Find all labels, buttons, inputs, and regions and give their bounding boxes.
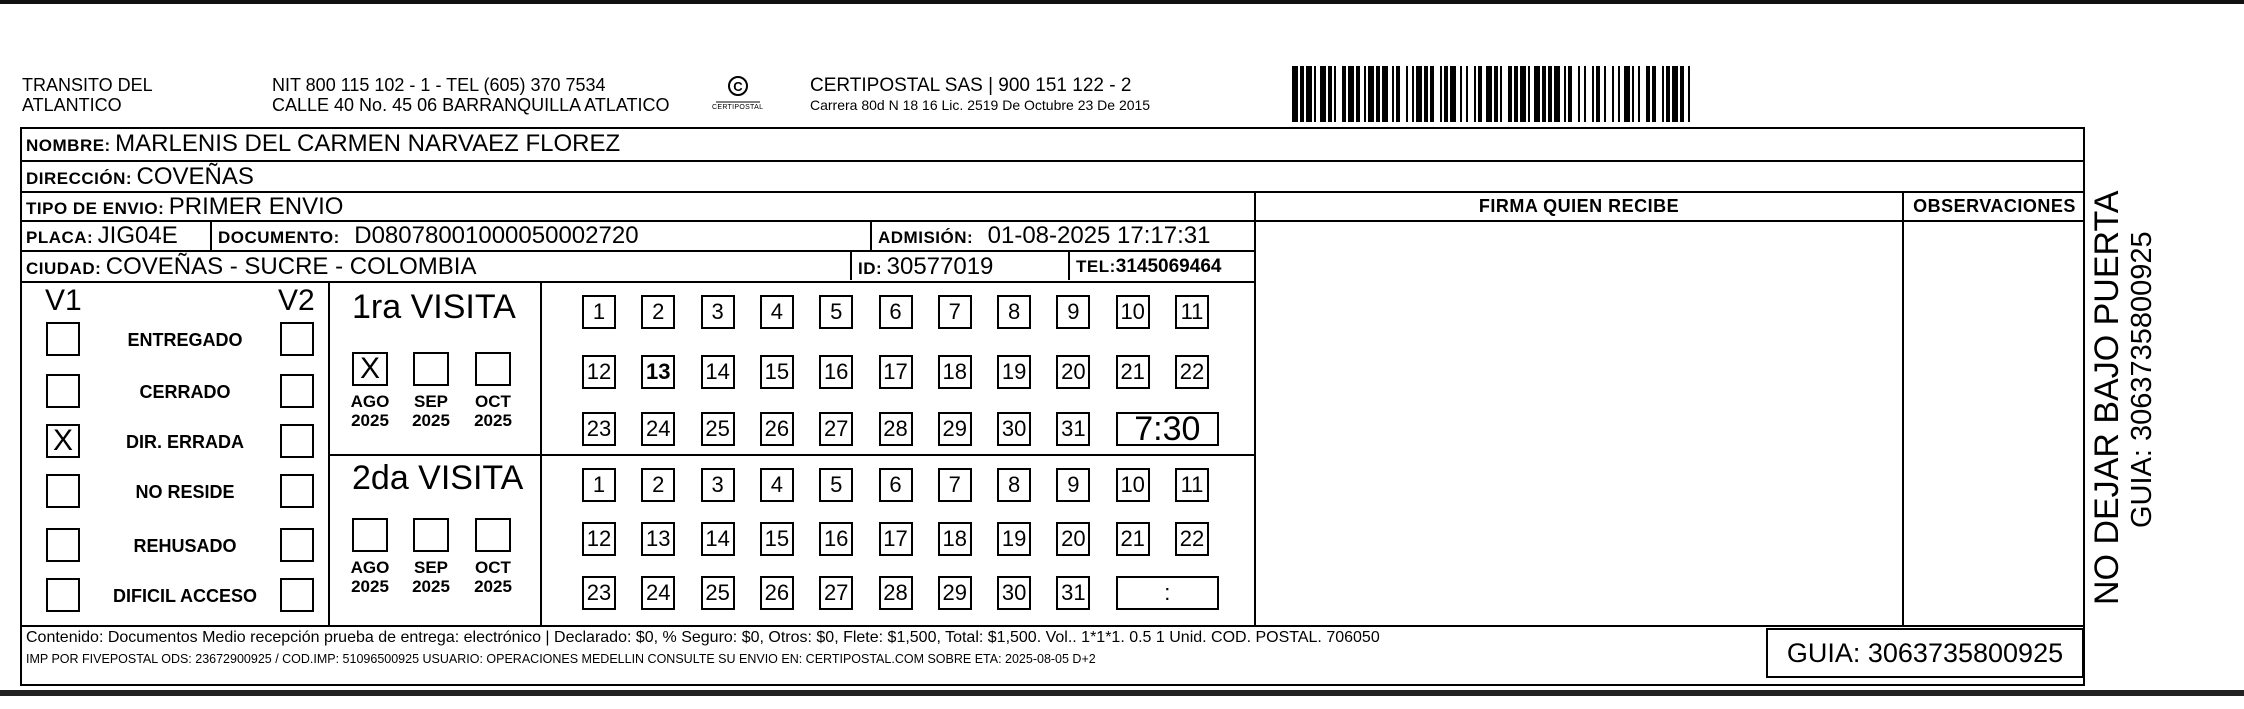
- barcode-bar: [1672, 66, 1678, 122]
- courier-sub: Carrera 80d N 18 16 Lic. 2519 De Octubre 23 De 2015: [810, 97, 1151, 113]
- nombre-field: [26, 130, 620, 158]
- day-box[interactable]: 11: [1175, 468, 1209, 502]
- month-year: 2025: [474, 577, 512, 596]
- day-box[interactable]: 7: [938, 295, 972, 329]
- barcode-bar: [1548, 66, 1552, 122]
- day-box[interactable]: 16: [819, 355, 853, 389]
- day-box[interactable]: 12: [582, 355, 616, 389]
- courier-line: CERTIPOSTAL SAS | 900 151 122 - 2: [810, 75, 1132, 96]
- nombre-value: MARLENIS DEL CARMEN NARVAEZ FLOREZ: [115, 130, 621, 157]
- barcode-bar: [1646, 66, 1650, 122]
- month-checkbox[interactable]: [413, 518, 449, 552]
- divider: [870, 220, 872, 250]
- day-box[interactable]: 3: [701, 468, 735, 502]
- barcode-bar: [1474, 66, 1476, 122]
- barcode-bar: [1416, 66, 1422, 122]
- barcode-bar: [1348, 66, 1354, 122]
- barcode-bar: [1430, 66, 1434, 122]
- day-box[interactable]: 18: [938, 355, 972, 389]
- month-label: [403, 558, 459, 596]
- day-box[interactable]: 20: [1056, 522, 1090, 556]
- id-value: 30577019: [886, 253, 994, 280]
- barcode-bar: [1508, 66, 1512, 122]
- visita2-label: 2da VISITA: [352, 459, 524, 497]
- barcode-bar: [1440, 66, 1442, 122]
- divider: [20, 160, 2085, 162]
- barcode-bar: [1618, 66, 1620, 122]
- day-box[interactable]: 26: [760, 412, 794, 446]
- visits-divider: [328, 454, 1256, 456]
- v2-checkbox[interactable]: [280, 528, 314, 562]
- barcode-bar: [1376, 66, 1380, 122]
- barcode-bar: [1662, 66, 1664, 122]
- obs-divider: [1902, 191, 1904, 625]
- month-name: OCT: [475, 558, 511, 577]
- svg-text:C: C: [733, 79, 743, 94]
- logo-text: CERTIPOSTAL: [712, 104, 764, 111]
- v1-checkbox[interactable]: [46, 474, 80, 508]
- courier-info: [810, 75, 1150, 114]
- barcode-bar: [1584, 66, 1586, 122]
- top-border: [0, 0, 2244, 4]
- placa-label: PLACA:: [26, 228, 94, 247]
- month-year: 2025: [412, 411, 450, 430]
- barcode-bar: [1406, 66, 1408, 122]
- day-box[interactable]: 1: [582, 468, 616, 502]
- barcode-bar: [1528, 66, 1530, 122]
- day-box[interactable]: 23: [582, 412, 616, 446]
- day-box[interactable]: 5: [819, 468, 853, 502]
- side-guia-text: GUIA: 3063735800925: [2126, 231, 2158, 528]
- reason-label: CERRADO: [139, 382, 231, 402]
- barcode-bar: [1412, 66, 1414, 122]
- org-line-1: TRANSITO DEL: [22, 75, 153, 95]
- barcode-bar: [1306, 66, 1312, 122]
- divider: [210, 220, 212, 250]
- barcode-bar: [1520, 66, 1526, 122]
- day-box[interactable]: 24: [641, 412, 675, 446]
- month-checkbox[interactable]: X: [352, 352, 388, 386]
- barcode-bar: [1314, 66, 1316, 122]
- time-box[interactable]: 7:30: [1116, 412, 1219, 446]
- barcode-bar: [1460, 66, 1462, 122]
- day-box[interactable]: 8: [997, 468, 1031, 502]
- barcode-bar: [1300, 66, 1304, 122]
- day-box[interactable]: 19: [997, 355, 1031, 389]
- day-box[interactable]: 8: [997, 295, 1031, 329]
- day-box[interactable]: 15: [760, 355, 794, 389]
- month-label: [342, 558, 398, 596]
- barcode-bar: [1554, 66, 1560, 122]
- day-box[interactable]: 5: [819, 295, 853, 329]
- visits-divider: [328, 281, 330, 625]
- contenido-line: Contenido: Documentos Medio recepción prueba de entrega: electrónico | Declarado: $0, % Seguro: $0, Otros: $0, Flete: $1,500, Total: $1,500. Vol.. 1*1*1. 0.5 1 Unid. COD. POSTAL. 706050: [26, 629, 1380, 646]
- v1-label: V1: [45, 284, 82, 317]
- day-box[interactable]: 28: [879, 576, 913, 610]
- ciudad-label: CIUDAD:: [26, 259, 102, 278]
- v2-checkbox[interactable]: [280, 322, 314, 356]
- org-name: [22, 75, 153, 115]
- day-box[interactable]: 22: [1175, 522, 1209, 556]
- reason-label: DIFICIL ACCESO: [112, 586, 257, 606]
- divider: [20, 625, 2085, 627]
- documento-field: [218, 222, 639, 250]
- month-label: [465, 392, 521, 430]
- barcode-bar: [1500, 66, 1502, 122]
- barcode-bar: [1688, 66, 1690, 122]
- barcode-bar: [1612, 66, 1614, 122]
- barcode-bar: [1514, 66, 1518, 122]
- month-checkbox[interactable]: [475, 518, 511, 552]
- day-box[interactable]: 30: [997, 576, 1031, 610]
- day-box[interactable]: 26: [760, 576, 794, 610]
- reason-label: ENTREGADO: [127, 330, 243, 350]
- barcode-bar: [1392, 66, 1394, 122]
- barcode-bar: [1534, 66, 1540, 122]
- reason-label: NO RESIDE: [135, 482, 235, 502]
- month-label: [342, 392, 398, 430]
- barcode-bar: [1334, 66, 1336, 122]
- tel-label: TEL:: [1076, 257, 1116, 276]
- day-box[interactable]: 2: [641, 295, 675, 329]
- day-box[interactable]: 10: [1116, 295, 1150, 329]
- month-label: [403, 392, 459, 430]
- day-box[interactable]: 25: [701, 412, 735, 446]
- id-field: [858, 253, 993, 281]
- observaciones-header: OBSERVACIONES: [1913, 196, 2076, 216]
- month-checkbox[interactable]: [475, 352, 511, 386]
- documento-value: D08078001000050002720: [354, 222, 639, 249]
- v2-checkbox[interactable]: [280, 424, 314, 458]
- barcode-bar: [1624, 66, 1630, 122]
- barcode-bar: [1396, 66, 1400, 122]
- v1-checkbox[interactable]: X: [46, 424, 80, 458]
- day-box[interactable]: 21: [1116, 522, 1150, 556]
- month-name: AGO: [350, 558, 390, 577]
- barcode-bar: [1466, 66, 1468, 122]
- admision-label: ADMISIÓN:: [878, 228, 974, 247]
- day-box[interactable]: 31: [1056, 576, 1090, 610]
- barcode-bar: [1382, 66, 1388, 122]
- barcode-bar: [1578, 66, 1580, 122]
- barcode-svg: [1292, 66, 1932, 122]
- barcode-bar: [1444, 66, 1448, 122]
- barcode-bar: [1478, 66, 1482, 122]
- barcode: [1292, 66, 1932, 122]
- direccion-value: COVEÑAS: [136, 163, 254, 190]
- barcode-bar: [1368, 66, 1374, 122]
- barcode-bar: [1592, 66, 1594, 122]
- v1-checkbox[interactable]: [46, 374, 80, 408]
- day-box[interactable]: 7: [938, 468, 972, 502]
- day-box[interactable]: 16: [819, 522, 853, 556]
- month-name: SEP: [413, 558, 449, 577]
- v2-label: V2: [278, 284, 315, 317]
- tel-field: [1076, 256, 1221, 278]
- day-box[interactable]: 27: [819, 412, 853, 446]
- v2-checkbox[interactable]: [280, 374, 314, 408]
- month-checkbox[interactable]: [352, 518, 388, 552]
- v1-checkbox[interactable]: [46, 322, 80, 356]
- tipo-value: PRIMER ENVIO: [168, 193, 344, 220]
- barcode-bar: [1596, 66, 1600, 122]
- id-label: ID:: [858, 259, 883, 278]
- day-box[interactable]: 31: [1056, 412, 1090, 446]
- bottom-border: [0, 690, 2244, 696]
- day-box[interactable]: 12: [582, 522, 616, 556]
- day-box[interactable]: 19: [997, 522, 1031, 556]
- nombre-label: NOMBRE:: [26, 136, 111, 155]
- reason-label: DIR. ERRADA: [125, 432, 244, 452]
- day-box[interactable]: 29: [938, 576, 972, 610]
- day-box[interactable]: 14: [701, 355, 735, 389]
- day-box[interactable]: 14: [701, 522, 735, 556]
- day-box[interactable]: 15: [760, 522, 794, 556]
- v2-checkbox[interactable]: [280, 474, 314, 508]
- day-box[interactable]: 30: [997, 412, 1031, 446]
- no-dejar-text: NO DEJAR BAJO PUERTA: [2088, 190, 2126, 605]
- barcode-bar: [1486, 66, 1492, 122]
- admision-value: 01-08-2025 17:17:31: [987, 222, 1211, 249]
- barcode-bar: [1652, 66, 1656, 122]
- admision-field: [878, 222, 1210, 250]
- day-box[interactable]: 21: [1116, 355, 1150, 389]
- month-year: 2025: [412, 577, 450, 596]
- day-box[interactable]: 13: [641, 522, 675, 556]
- month-name: OCT: [475, 392, 511, 411]
- month-year: 2025: [474, 411, 512, 430]
- nit-line: NIT 800 115 102 - 1 - TEL (605) 370 7534: [272, 75, 606, 95]
- day-box[interactable]: 29: [938, 412, 972, 446]
- day-box[interactable]: 10: [1116, 468, 1150, 502]
- day-box[interactable]: 27: [819, 576, 853, 610]
- day-box[interactable]: 28: [879, 412, 913, 446]
- day-box[interactable]: 1: [582, 295, 616, 329]
- day-box[interactable]: 3: [701, 295, 735, 329]
- day-box[interactable]: 6: [879, 295, 913, 329]
- visits-divider: [540, 281, 542, 625]
- day-box[interactable]: 6: [879, 468, 913, 502]
- documento-label: DOCUMENTO:: [218, 228, 340, 247]
- day-box[interactable]: 17: [879, 355, 913, 389]
- org-line-2: ATLANTICO: [22, 95, 122, 115]
- imp-line: IMP POR FIVEPOSTAL ODS: 23672900925 / COD.IMP: 51096500925 USUARIO: OPERACIONES MEDELLIN CONSULTE SU ENVIO EN: CERTIPOSTAL.COM SOBRE ETA: 2025-08-05 D+2: [26, 652, 1096, 666]
- day-box[interactable]: 24: [641, 576, 675, 610]
- barcode-bar: [1564, 66, 1566, 122]
- barcode-bar: [1320, 66, 1326, 122]
- barcode-bar: [1356, 66, 1360, 122]
- tipo-label: TIPO DE ENVIO:: [26, 199, 165, 218]
- v1-checkbox[interactable]: [46, 578, 80, 612]
- ciudad-field: [26, 253, 476, 281]
- v1-checkbox[interactable]: [46, 528, 80, 562]
- barcode-bar: [1638, 66, 1640, 122]
- address-line: CALLE 40 No. 45 06 BARRANQUILLA ATLATICO: [272, 95, 670, 115]
- month-year: 2025: [351, 411, 389, 430]
- day-box[interactable]: 9: [1056, 468, 1090, 502]
- day-box[interactable]: 25: [701, 576, 735, 610]
- month-year: 2025: [351, 577, 389, 596]
- month-label: [465, 558, 521, 596]
- divider: [850, 250, 852, 280]
- visita1-label: 1ra VISITA: [352, 288, 516, 326]
- certipostal-logo: [708, 72, 768, 118]
- v2-checkbox[interactable]: [280, 578, 314, 612]
- barcode-bar: [1424, 66, 1428, 122]
- barcode-bar: [1568, 66, 1572, 122]
- tipo-envio-field: [26, 193, 343, 221]
- ciudad-value: COVEÑAS - SUCRE - COLOMBIA: [105, 253, 477, 280]
- day-box[interactable]: 2: [641, 468, 675, 502]
- day-box[interactable]: 11: [1175, 295, 1209, 329]
- divider: [20, 250, 1256, 252]
- org-contact: [272, 75, 670, 115]
- divider: [20, 281, 1256, 283]
- barcode-bar: [1342, 66, 1346, 122]
- barcode-bar: [1292, 66, 1298, 122]
- day-box[interactable]: 4: [760, 295, 794, 329]
- barcode-bar: [1542, 66, 1546, 122]
- day-box[interactable]: 22: [1175, 355, 1209, 389]
- barcode-bar: [1680, 66, 1684, 122]
- placa-field: [26, 222, 178, 250]
- month-checkbox[interactable]: [413, 352, 449, 386]
- barcode-bar: [1364, 66, 1366, 122]
- firma-header: FIRMA QUIEN RECIBE: [1478, 196, 1680, 216]
- day-box[interactable]: 23: [582, 576, 616, 610]
- barcode-bar: [1328, 66, 1332, 122]
- direccion-label: DIRECCIÓN:: [26, 169, 133, 188]
- guia-box: GUIA: 3063735800925: [1766, 628, 2084, 678]
- barcode-bar: [1666, 66, 1670, 122]
- day-box[interactable]: 9: [1056, 295, 1090, 329]
- barcode-bar: [1494, 66, 1498, 122]
- time-box[interactable]: :: [1116, 576, 1219, 610]
- tel-value: 3145069464: [1115, 256, 1222, 277]
- placa-value: JIG04E: [97, 222, 178, 249]
- barcode-bar: [1604, 66, 1606, 122]
- barcode-bar: [1450, 66, 1456, 122]
- barcode-bar: [1632, 66, 1634, 122]
- divider: [1068, 250, 1070, 280]
- day-box[interactable]: 17: [879, 522, 913, 556]
- day-box[interactable]: 18: [938, 522, 972, 556]
- day-box[interactable]: 4: [760, 468, 794, 502]
- month-name: SEP: [413, 392, 449, 411]
- firma-divider: [1254, 191, 1256, 625]
- reason-label: REHUSADO: [133, 536, 237, 556]
- direccion-field: [26, 163, 254, 191]
- day-box[interactable]: 13: [641, 355, 675, 389]
- day-box[interactable]: 20: [1056, 355, 1090, 389]
- month-name: AGO: [350, 392, 390, 411]
